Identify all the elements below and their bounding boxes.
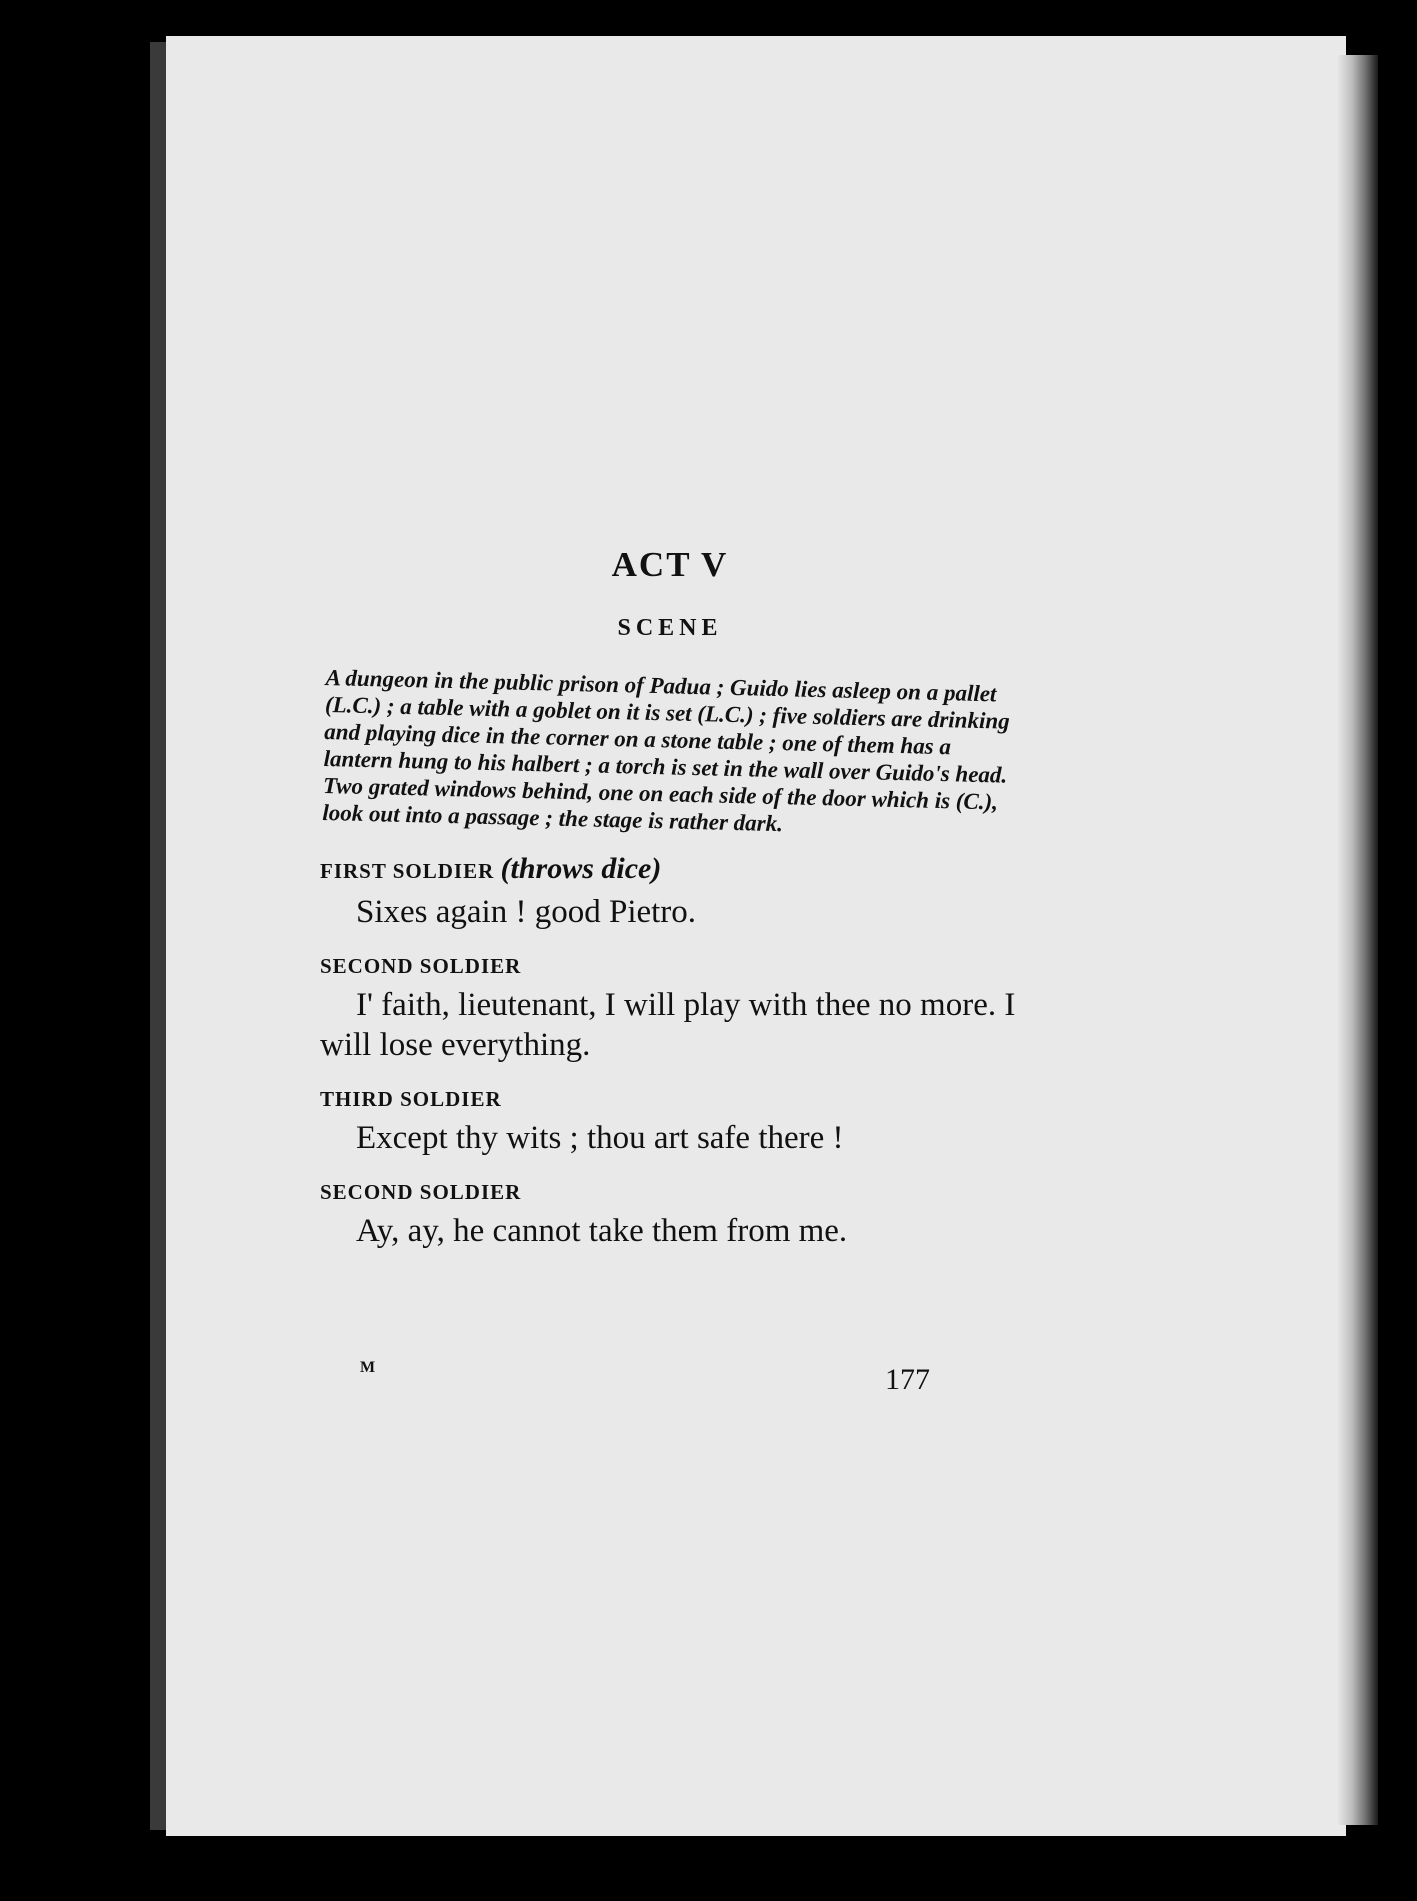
page-footer bbox=[360, 1359, 930, 1399]
speaker-direction: (throws dice) bbox=[500, 852, 662, 885]
speaker-first-soldier bbox=[320, 852, 1020, 886]
dialogue-line: Ay, ay, he cannot take them from me. bbox=[356, 1213, 848, 1249]
scene-heading: SCENE bbox=[617, 615, 723, 641]
left-page-edge bbox=[150, 42, 166, 1830]
dialogue-line: I' faith, lieutenant, I will play with thee no more. I will lose everything. bbox=[320, 987, 1016, 1063]
speaker-name: FIRST SOLDIER bbox=[320, 859, 495, 883]
text-block bbox=[320, 545, 1020, 1273]
stage-direction: A dungeon in the public prison of Padua ; Guido lies asleep on a pallet (L.C.) ; a table with a goblet on it is set (L.C.) ; five soldiers are drinking and playing dice in the corner on a stone table ; one of them has a lantern hung to his halbert ; a torch is set in the wall over Guido's head. Two grated windows behind, one on each side of the door which is (C.), look out into a passage ; the stage is rather dark. bbox=[322, 664, 1010, 837]
act-title: ACT V bbox=[611, 545, 729, 584]
speaker-second-soldier: SECOND SOLDIER bbox=[320, 1180, 522, 1204]
speaker-third-soldier: THIRD SOLDIER bbox=[320, 1087, 502, 1111]
dialogue-line: Except thy wits ; thou art safe there ! bbox=[356, 1120, 844, 1156]
dialogue-line: Sixes again ! good Pietro. bbox=[356, 894, 697, 930]
page-number: 177 bbox=[885, 1363, 930, 1396]
signature-mark: M bbox=[360, 1359, 376, 1376]
speaker-second-soldier: SECOND SOLDIER bbox=[320, 954, 522, 978]
right-page-edge bbox=[1338, 55, 1378, 1825]
